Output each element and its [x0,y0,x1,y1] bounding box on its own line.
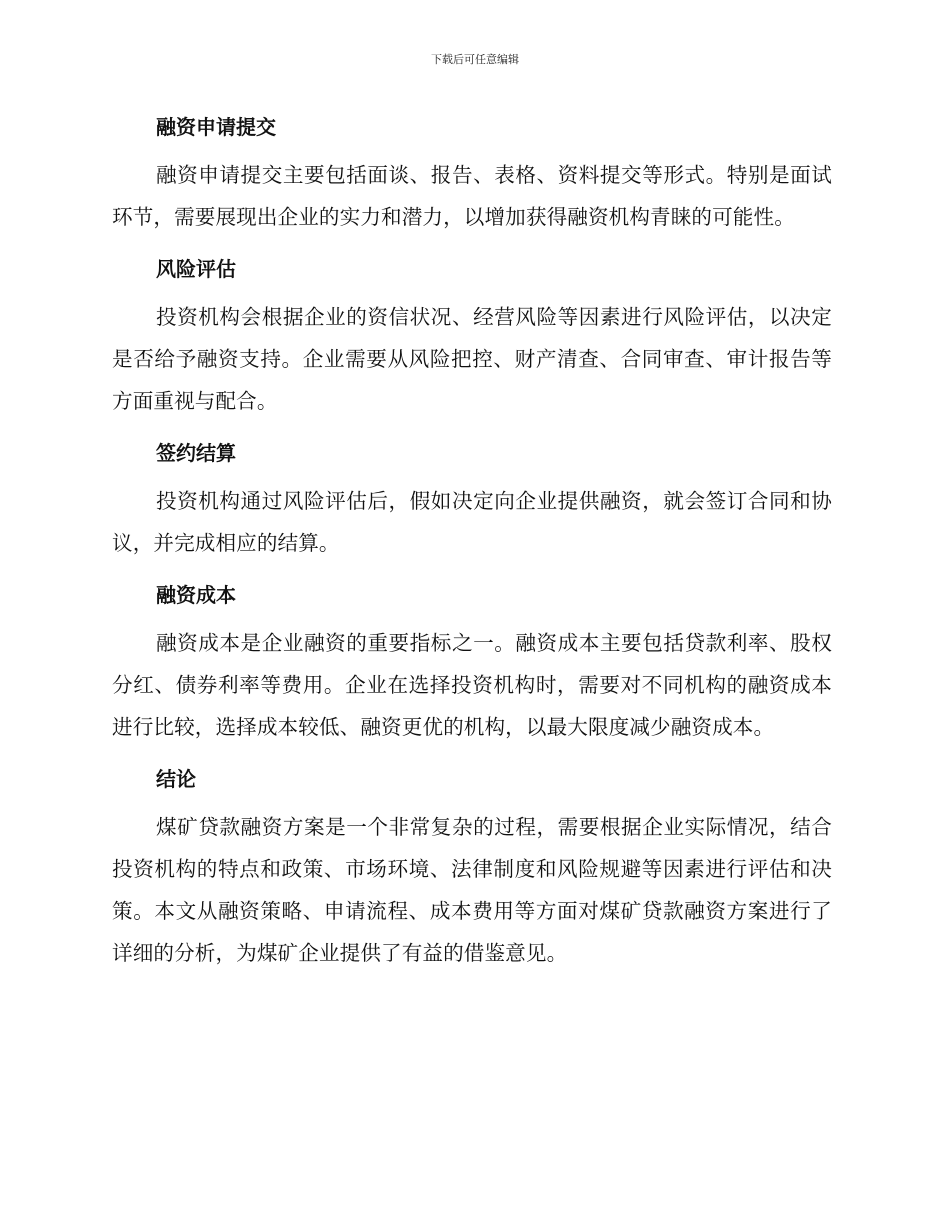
section-financing-cost [112,574,832,748]
section-heading: 风险评估 [156,257,236,281]
section-paragraph: 投资机构通过风险评估后，假如决定向企业提供融资，就会签订合同和协议，并完成相应的结算。 [112,489,832,555]
section-heading: 签约结算 [156,441,236,465]
section-signing-settlement [112,432,832,564]
section-paragraph: 融资成本是企业融资的重要指标之一。融资成本主要包括贷款利率、股权分红、债券利率等费用。企业在选择投资机构时，需要对不同机构的融资成本进行比较，选择成本较低、融资更优的机构，以最大限度减少融资成本。 [112,631,832,739]
section-conclusion [112,758,832,974]
section-risk-assessment [112,248,832,422]
section-heading: 融资成本 [156,583,236,607]
section-paragraph: 煤矿贷款融资方案是一个非常复杂的过程，需要根据企业实际情况，结合投资机构的特点和政策、市场环境、法律制度和风险规避等因素进行评估和决策。本文从融资策略、申请流程、成本费用等方面对煤矿贷款融资方案进行了详细的分析，为煤矿企业提供了有益的借鉴意见。 [112,815,832,965]
section-paragraph: 融资申请提交主要包括面谈、报告、表格、资料提交等形式。特别是面试环节，需要展现出企业的实力和潜力，以增加获得融资机构青睐的可能性。 [112,163,832,229]
section-financing-application [112,106,832,238]
document-body [112,106,832,984]
section-heading: 融资申请提交 [156,115,276,139]
section-paragraph: 投资机构会根据企业的资信状况、经营风险等因素进行风险评估，以决定是否给予融资支持。企业需要从风险把控、财产清查、合同审查、审计报告等方面重视与配合。 [112,305,832,413]
page-header-note: 下载后可任意编辑 [431,53,519,66]
section-heading: 结论 [156,767,196,791]
